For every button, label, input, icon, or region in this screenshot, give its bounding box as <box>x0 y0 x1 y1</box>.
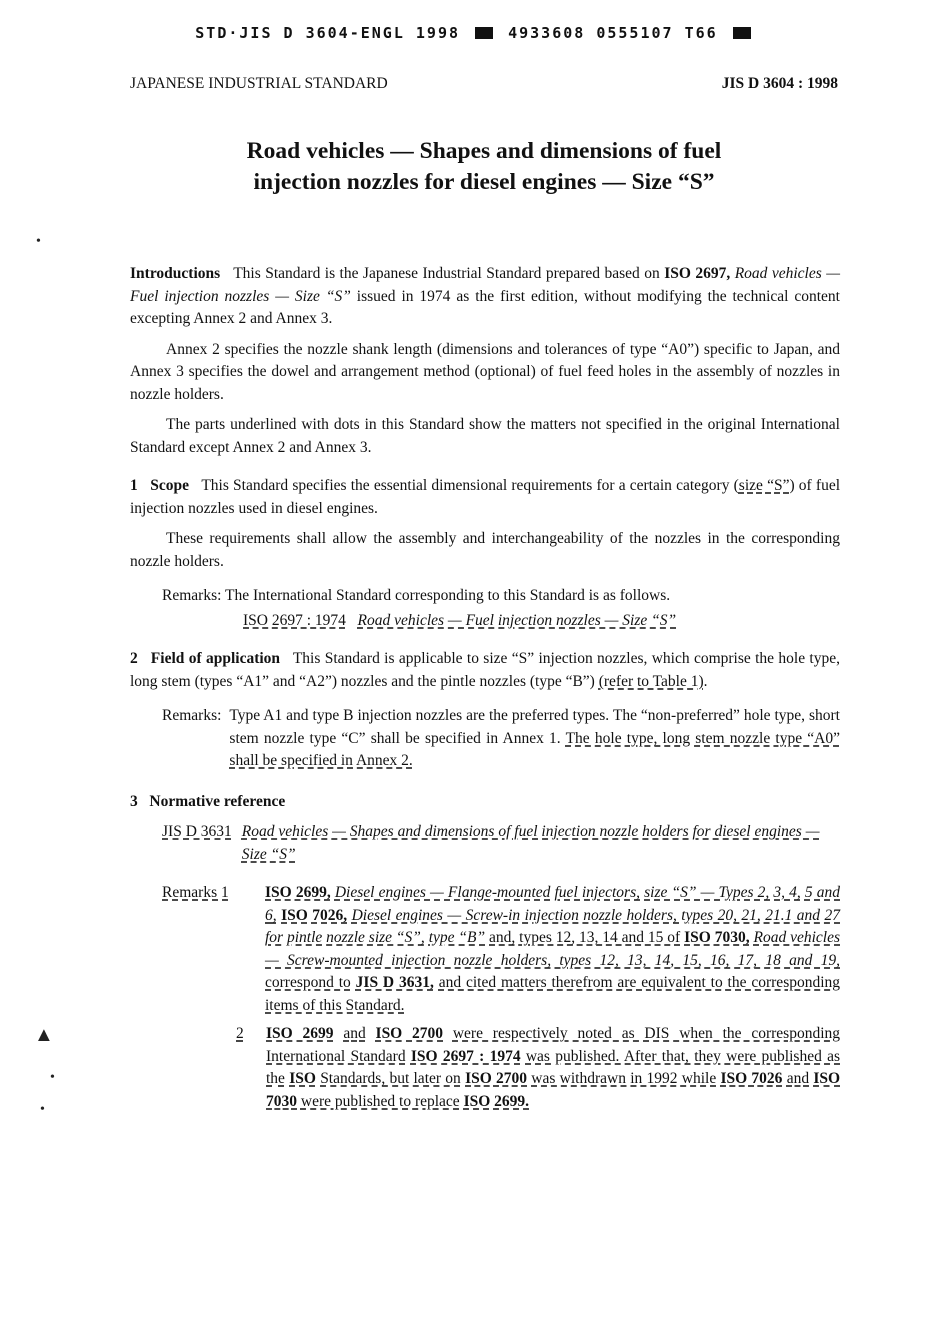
section-number: 1 <box>130 477 138 494</box>
intro-paragraph-1 <box>130 263 840 331</box>
section-number: 2 <box>130 650 138 667</box>
iso-ref: ISO 2699 <box>266 1025 334 1042</box>
iso-ref: ISO 2699, <box>265 884 331 901</box>
field-text: . <box>703 672 708 690</box>
jis-title: Road vehicles — Shapes and dimensions of fuel injection nozzle holders for diesel engines — Size “S” <box>241 823 820 863</box>
remark-text-part: were respectively noted as DIS when the corresponding International Standard <box>266 1025 841 1065</box>
remark-text-a: Type A1 and type B injection nozzles are the preferred types. The “non-preferred” hole type, short stem nozzle type “C” shall be specified in Annex 1. <box>229 707 840 747</box>
iso-ref: ISO 7030, <box>684 929 750 946</box>
iso-ref: ISO 2700 <box>465 1070 528 1087</box>
remark-text-part: were published to replace <box>300 1092 460 1110</box>
iso-title: Diesel engines — Flange-mounted fuel injectors, size “S” — Types 2, 3, 4, 5 and 6, <box>265 884 840 924</box>
remark-text-part: and cited matters therefrom are equivalent to the corresponding items of this Standard. <box>265 974 841 1014</box>
jis-reference <box>162 821 840 866</box>
title-line-2: injection nozzles for diesel engines — Size “S” <box>253 169 715 195</box>
scan-speck: • <box>40 1102 45 1117</box>
scope-remark <box>162 585 840 608</box>
scan-block-mark <box>475 27 493 39</box>
scan-header-code: STD·JIS D 3604-ENGL 1998 <box>195 24 461 42</box>
scan-header <box>0 24 950 42</box>
intro-heading: Introductions <box>130 265 221 282</box>
remark-label: Remarks: <box>162 707 222 724</box>
iso-ref: ISO 7026, <box>281 906 348 924</box>
scan-header-number: 4933608 0555107 T66 <box>508 24 718 42</box>
remark-label: Remarks: <box>162 587 222 604</box>
intro-text: issued in 1974 as the first edition, without modifying the technical content excepting Annex 2 and Annex 3. <box>130 287 840 327</box>
remark-text-part: and <box>786 1070 810 1087</box>
intro-paragraph-3: The parts underlined with dots in this Standard show the matters not specified in the original International Standard except Annex 2 and Annex 3. <box>130 416 840 456</box>
section-heading: Scope <box>150 477 190 494</box>
standard-number: JIS D 3604 : 1998 <box>721 75 838 92</box>
section-heading: Field of application <box>150 650 281 667</box>
dotted-text: The hole type, long stem nozzle type “A0” shall be specified in Annex 2. <box>229 729 840 769</box>
jis-ref: JIS D 3631, <box>355 974 434 991</box>
dotted-text: (refer to Table 1) <box>598 672 704 690</box>
remark-text <box>229 705 840 773</box>
remark-text-part: and, types 12, 13, 14 and 15 of <box>489 929 681 946</box>
iso-code: ISO 2697 : 1974 <box>243 611 346 629</box>
iso-reference-line <box>243 610 840 633</box>
scope-paragraph-1 <box>130 475 840 520</box>
iso-title: Road vehicles — Fuel injection nozzles — Size “S” <box>130 265 840 305</box>
remark-text <box>265 882 840 1017</box>
field-paragraph <box>130 648 840 693</box>
normative-remark-2 <box>236 1023 840 1113</box>
scan-speck: • <box>36 234 41 249</box>
remark-text-part: correspond to <box>265 974 351 991</box>
document-title <box>130 136 838 198</box>
standard-type: JAPANESE INDUSTRIAL STANDARD <box>130 75 388 92</box>
intro-text: This Standard is the Japanese Industrial Standard prepared based on <box>233 265 660 282</box>
section-heading: Normative reference <box>149 792 286 810</box>
remark-text-part: and <box>343 1025 366 1042</box>
document-body <box>130 263 840 1113</box>
normative-remark-1 <box>162 882 840 1017</box>
iso-ref: ISO 7030 <box>266 1070 841 1110</box>
scan-block-mark <box>733 27 751 39</box>
iso-ref: ISO <box>289 1070 316 1087</box>
title-line-1: Road vehicles — Shapes and dimensions of fuel <box>246 138 722 164</box>
remark-label: Remarks 1 <box>162 884 229 901</box>
field-remark <box>162 705 840 773</box>
scope-text: ) of fuel injection nozzles used in diesel engines. <box>130 477 840 517</box>
page-header <box>130 75 838 93</box>
dotted-text: size “S” <box>738 477 790 494</box>
jis-code: JIS D 3631 <box>162 823 232 840</box>
remark-text-part: was withdrawn in 1992 while <box>531 1070 717 1087</box>
scope-paragraph-2: These requirements shall allow the assembly and interchangeability of the nozzles in the corresponding nozzle holders. <box>130 530 840 570</box>
field-text: This Standard is applicable to size “S” injection nozzles, which comprise the hole type, long stem (types “A1” and “A2”) nozzles and the pintle nozzles (type “B”) <box>130 650 840 690</box>
normative-heading <box>130 791 840 814</box>
remark-text-part: Standards, but later on <box>320 1070 461 1087</box>
iso-ref: ISO 2697, <box>664 265 731 282</box>
iso-ref: ISO 2697 : 1974 <box>410 1047 521 1065</box>
iso-ref: ISO 7026 <box>720 1070 783 1087</box>
section-number: 3 <box>130 792 138 810</box>
iso-title: Road vehicles — Screw-mounted injection nozzle holders, types 12, 13, 14, 15, 16, 17, 18 and 19, <box>265 929 841 969</box>
scope-text: This Standard specifies the essential dimensional requirements for a certain category ( <box>201 477 739 494</box>
remark-text <box>266 1023 840 1113</box>
iso-title: Road vehicles — Fuel injection nozzles — Size “S” <box>357 611 677 629</box>
remark-text-part: was published. After that, they were published as the <box>266 1047 841 1087</box>
remark-text: The International Standard corresponding to this Standard is as follows. <box>225 587 671 604</box>
iso-title: Diesel engines — Screw-in injection nozzle holders, types 20, 21, 21.1 and 27 for pintle nozzle size “S”, type “B” <box>265 906 840 946</box>
iso-ref: ISO 2699. <box>463 1092 530 1110</box>
intro-paragraph-2: Annex 2 specifies the nozzle shank length (dimensions and tolerances of type “A0”) specific to Japan, and Annex 3 specifies the dowel and arrangement method (optional) of fuel feed holes in the assembly of nozzles in nozzle holders. <box>130 340 840 403</box>
scan-speck: • <box>50 1070 55 1085</box>
iso-ref: ISO 2700 <box>375 1025 444 1042</box>
remark-label: 2 <box>236 1025 244 1042</box>
scan-speck: ▲ <box>34 1024 54 1046</box>
